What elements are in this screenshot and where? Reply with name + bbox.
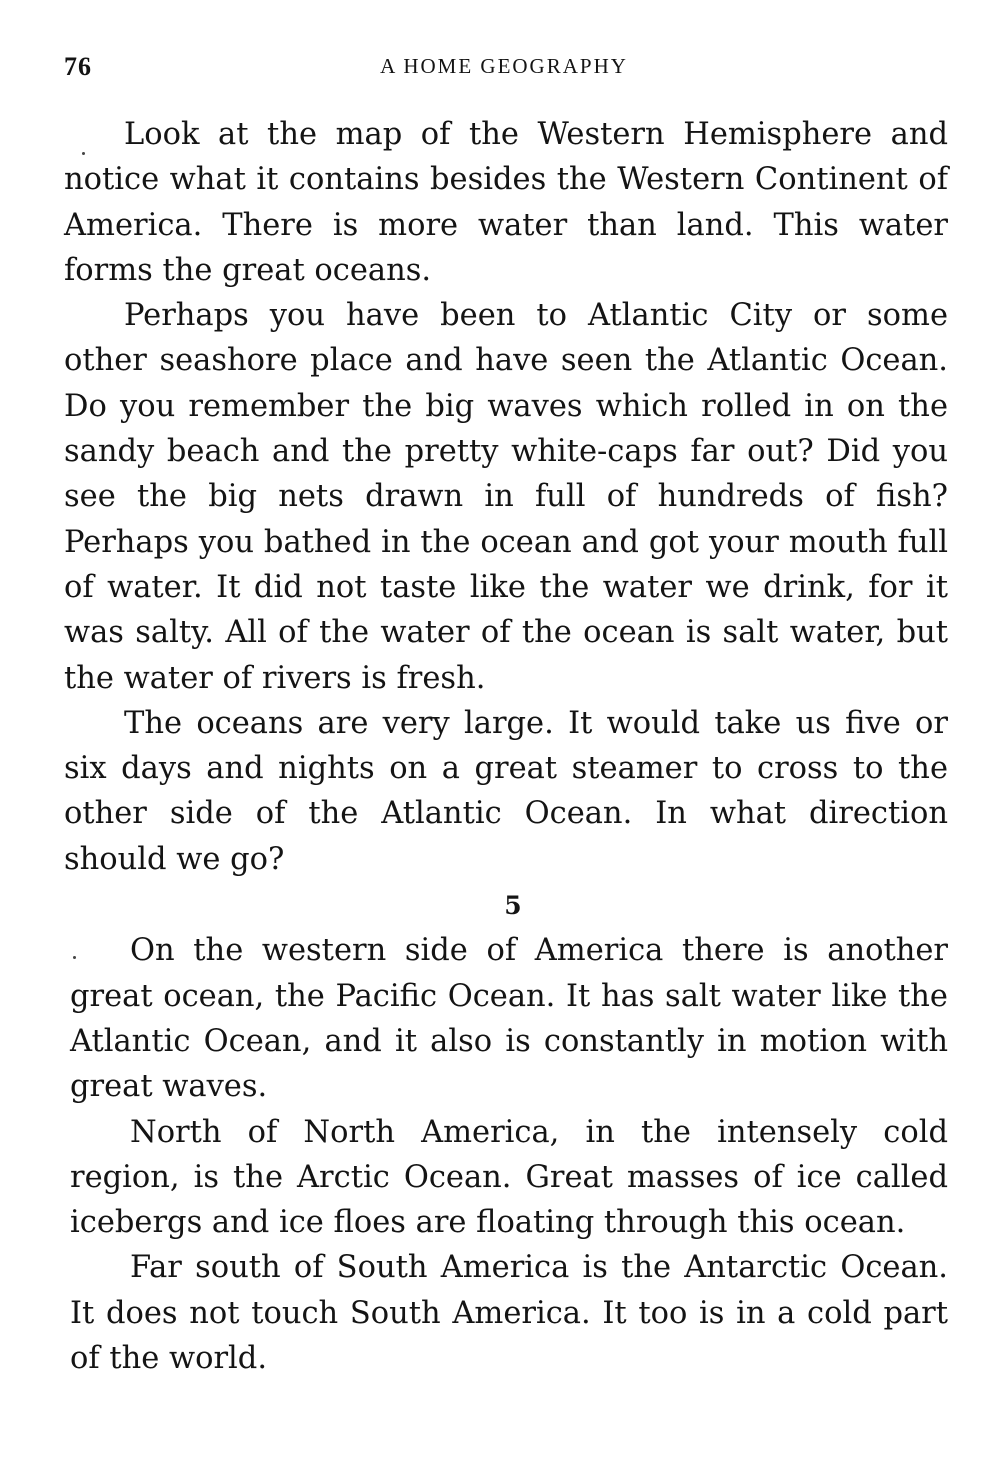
page-number: 76 xyxy=(64,52,92,81)
body-text xyxy=(64,112,948,1381)
section-body xyxy=(64,928,948,1381)
paragraph-atlantic-ocean: Perhaps you have been to Atlantic City or some other seashore place and have seen the Atlantic Ocean. Do you remember the big waves which rolled in on the sandy beach and the pretty white-caps far out? Did you see the big nets drawn in full of hundreds of fish? Perhaps you bathed in the ocean and got your mouth full of water. It did not taste like the water we drink, for it was salty. All of the water of the ocean is salt water, but the water of rivers is fresh. xyxy=(64,298,948,696)
section-number: 5 xyxy=(504,891,522,921)
paragraph-arctic-ocean: North of North America, in the intensely cold region, is the Arctic Ocean. Great masses of ice called icebergs and ice floes are floating through this ocean. xyxy=(70,1114,948,1241)
paragraph-oceans-large: The oceans are very large. It would take us five or six days and nights on a great steamer to cross to the other side of the Atlantic Ocean. In what direction should we go? xyxy=(64,705,948,877)
page-header xyxy=(64,52,944,86)
paragraph-pacific-ocean: On the western side of America there is another great ocean, the Pacific Ocean. It has salt water like the Atlantic Ocean, and it also is constantly in motion with great waves. xyxy=(70,933,948,1105)
paragraph-antarctic-ocean: Far south of South America is the Antarctic Ocean. It does not touch South America. It too is in a cold part of the world. xyxy=(70,1250,948,1377)
paragraph-western-hemisphere: Look at the map of the Western Hemisphere and notice what it contains besides the Western Continent of America. There is more water than land. This water forms the great oceans. xyxy=(64,117,948,288)
running-head: A HOME GEOGRAPHY xyxy=(380,54,628,78)
